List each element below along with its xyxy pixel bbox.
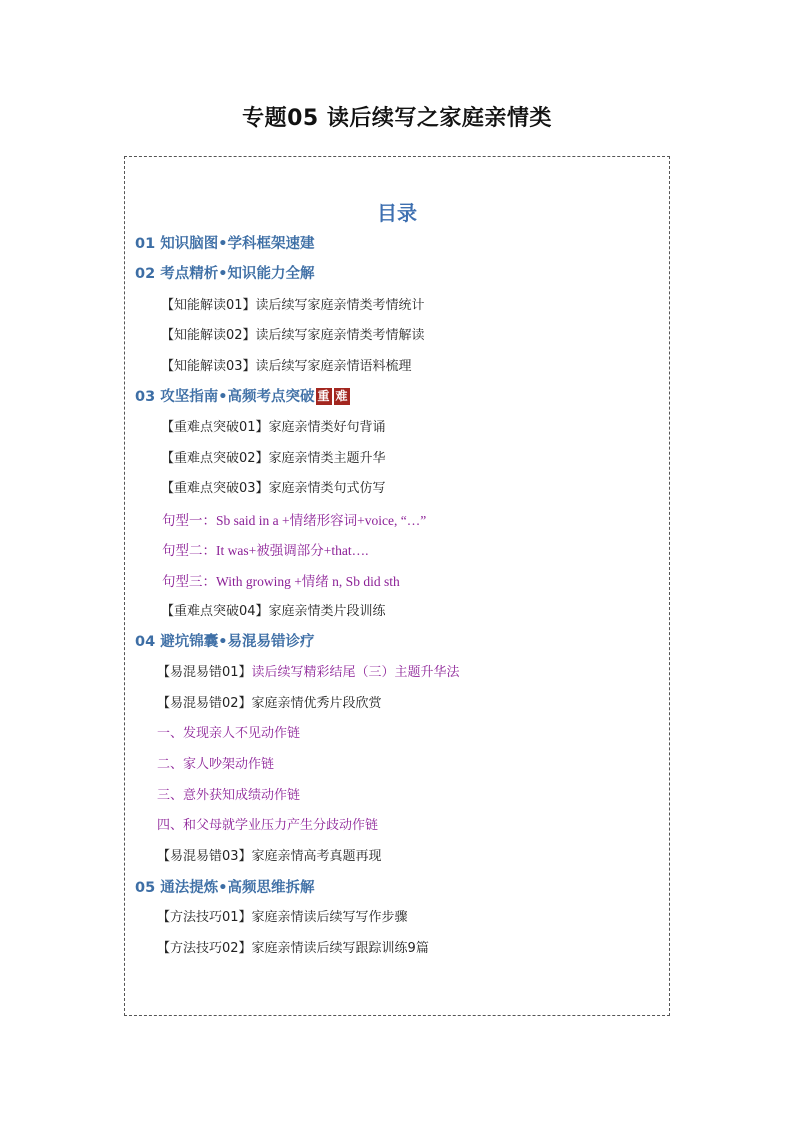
toc-item-s2-2[interactable]: 【知能解读02】读后续写家庭亲情类考情解读 xyxy=(161,328,425,343)
toc-item-s2-3[interactable]: 【知能解读03】读后续写家庭亲情语料梳理 xyxy=(161,359,412,374)
toc-item-s4-1[interactable] xyxy=(157,661,460,680)
toc-item-s3-2[interactable]: 【重难点突破02】家庭亲情类主题升华 xyxy=(161,451,386,466)
toc-section-03[interactable] xyxy=(135,385,350,406)
document-title: 专题05 读后续写之家庭亲情类 xyxy=(242,106,552,131)
toc-item-s4-1-prefix: 【易混易错01】 xyxy=(157,665,252,680)
toc-item-s4-2[interactable]: 【易混易错02】家庭亲情优秀片段欣赏 xyxy=(157,696,382,711)
toc-subitem-1[interactable]: 一、发现亲人不见动作链 xyxy=(157,726,301,741)
toc-section-04[interactable]: 04 避坑锦囊•易混易错诊疗 xyxy=(135,634,315,650)
toc-item-s2-1[interactable]: 【知能解读01】读后续写家庭亲情类考情统计 xyxy=(161,298,425,313)
toc-section-05[interactable]: 05 通法提炼•高频思维拆解 xyxy=(135,880,315,896)
toc-section-03-label: 03 攻坚指南•高频考点突破 xyxy=(135,389,315,405)
toc-item-s5-2[interactable]: 【方法技巧02】家庭亲情读后续写跟踪训练9篇 xyxy=(157,941,429,956)
toc-pattern-2[interactable]: 句型二：It was+被强调部分+that…. xyxy=(162,543,369,558)
toc-section-01[interactable]: 01 知识脑图•学科框架速建 xyxy=(135,236,315,252)
toc-item-s4-3[interactable]: 【易混易错03】家庭亲情高考真题再现 xyxy=(157,849,382,864)
toc-pattern-1[interactable]: 句型一：Sb said in a +情绪形容词+voice, “…” xyxy=(162,513,427,528)
toc-pattern-3[interactable]: 句型三：With growing +情绪 n, Sb did sth xyxy=(162,574,400,589)
toc-subitem-2[interactable]: 二、家人吵架动作链 xyxy=(157,757,275,772)
toc-subitem-4[interactable]: 四、和父母就学业压力产生分歧动作链 xyxy=(157,818,379,833)
toc-item-s3-4[interactable]: 【重难点突破04】家庭亲情类片段训练 xyxy=(161,604,386,619)
toc-heading: 目录 xyxy=(377,201,417,225)
toc-section-02[interactable]: 02 考点精析•知识能力全解 xyxy=(135,266,315,282)
toc-item-s4-1-text: 读后续写精彩结尾（三）主题升华法 xyxy=(251,665,460,680)
difficulty-badge-nan: 难 xyxy=(335,389,348,403)
difficulty-badge-zhong: 重 xyxy=(317,389,330,403)
toc-item-s3-3[interactable]: 【重难点突破03】家庭亲情类句式仿写 xyxy=(161,481,386,496)
toc-item-s5-1[interactable]: 【方法技巧01】家庭亲情读后续写写作步骤 xyxy=(157,910,408,925)
toc-subitem-3[interactable]: 三、意外获知成绩动作链 xyxy=(157,788,301,803)
toc-item-s3-1[interactable]: 【重难点突破01】家庭亲情类好句背诵 xyxy=(161,420,386,435)
